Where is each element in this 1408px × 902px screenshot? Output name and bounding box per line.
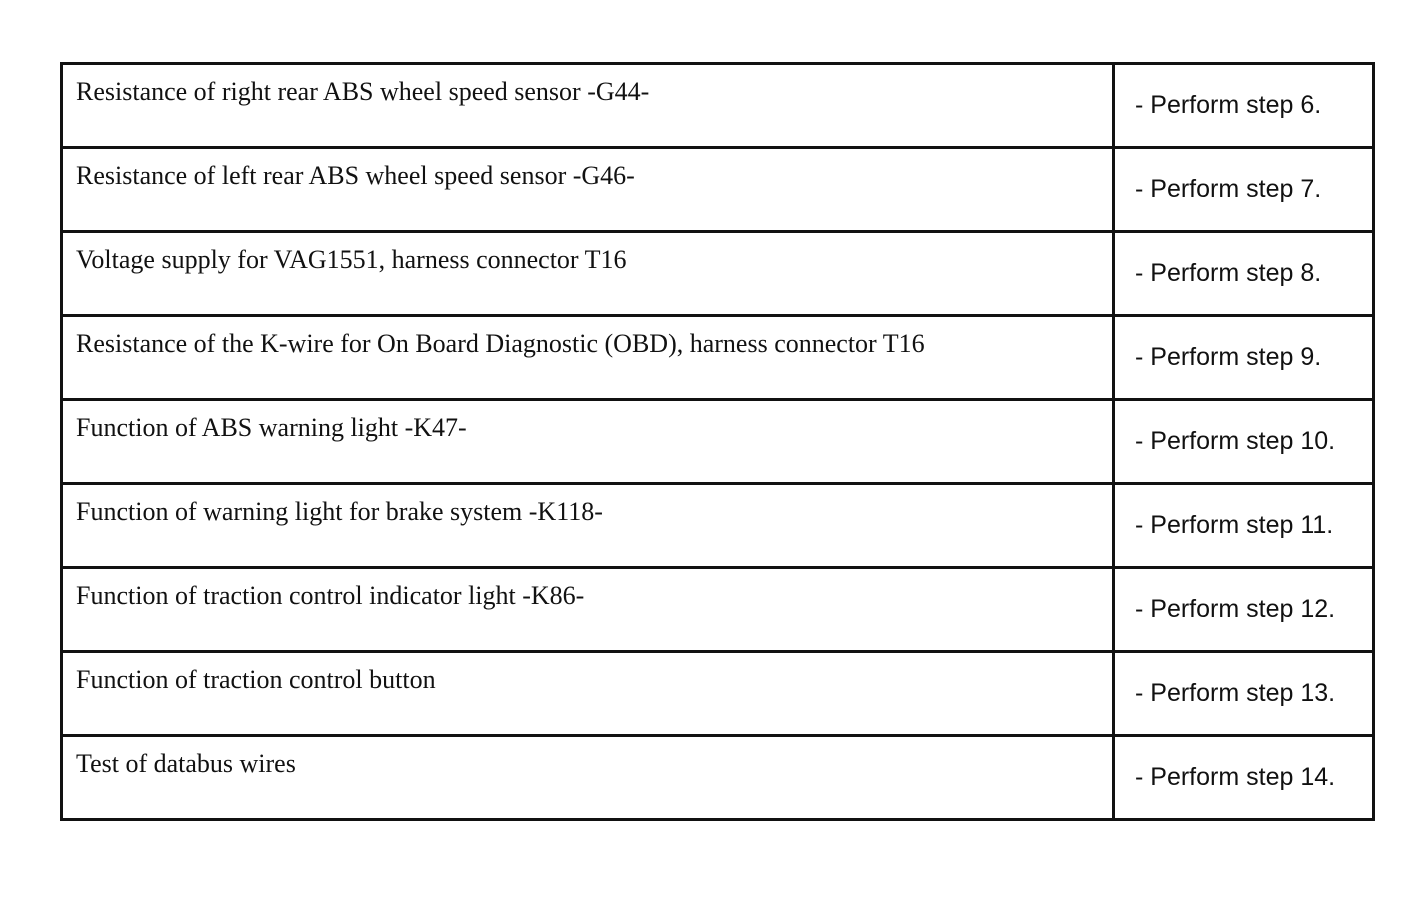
test-description-cell: Function of traction control indicator light -K86-	[62, 568, 1114, 652]
table-row	[62, 148, 1374, 232]
table-row	[62, 484, 1374, 568]
action-cell: - Perform step 7.	[1114, 148, 1374, 232]
test-description-cell: Test of databus wires	[62, 736, 1114, 820]
test-description-cell: Resistance of the K-wire for On Board Diagnostic (OBD), harness connector T16	[62, 316, 1114, 400]
test-description-cell: Voltage supply for VAG1551, harness connector T16	[62, 232, 1114, 316]
action-cell: - Perform step 8.	[1114, 232, 1374, 316]
action-cell: - Perform step 10.	[1114, 400, 1374, 484]
test-description-cell: Resistance of left rear ABS wheel speed sensor -G46-	[62, 148, 1114, 232]
table-row	[62, 736, 1374, 820]
table-row	[62, 316, 1374, 400]
test-description-cell: Resistance of right rear ABS wheel speed sensor -G44-	[62, 64, 1114, 148]
action-cell: - Perform step 6.	[1114, 64, 1374, 148]
table-row	[62, 400, 1374, 484]
table-row	[62, 64, 1374, 148]
test-description-cell: Function of warning light for brake system -K118-	[62, 484, 1114, 568]
action-cell: - Perform step 14.	[1114, 736, 1374, 820]
table-row	[62, 232, 1374, 316]
table-row	[62, 568, 1374, 652]
action-cell: - Perform step 9.	[1114, 316, 1374, 400]
action-cell: - Perform step 12.	[1114, 568, 1374, 652]
test-step-table	[60, 62, 1375, 821]
test-description-cell: Function of traction control button	[62, 652, 1114, 736]
table-row	[62, 652, 1374, 736]
test-description-cell: Function of ABS warning light -K47-	[62, 400, 1114, 484]
action-cell: - Perform step 13.	[1114, 652, 1374, 736]
action-cell: - Perform step 11.	[1114, 484, 1374, 568]
